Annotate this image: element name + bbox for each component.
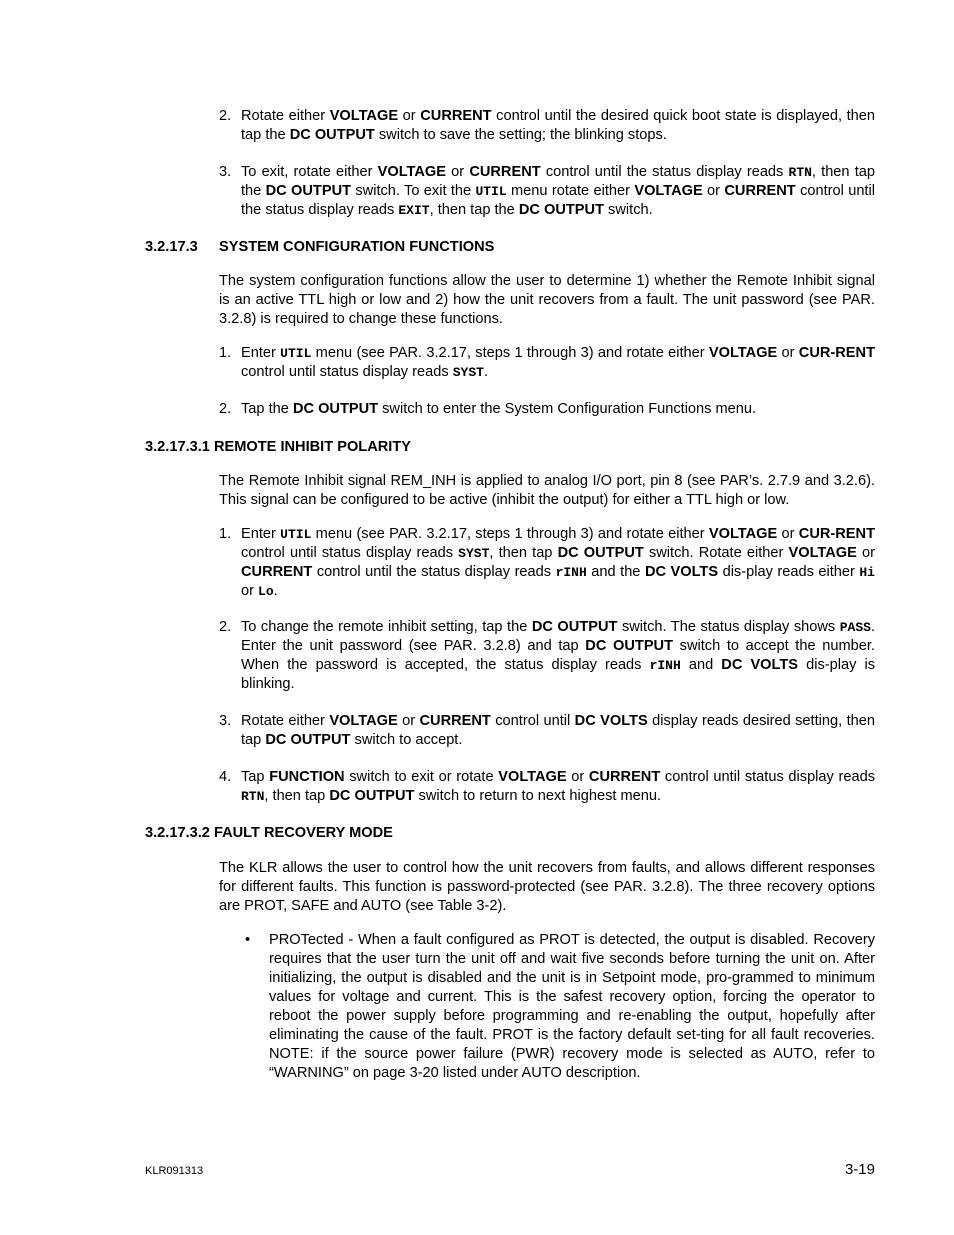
page-number: 3-19 (844, 1161, 875, 1178)
step-number: 4. (219, 769, 232, 785)
section-heading-fault-recovery: 3.2.17.3.2 FAULT RECOVERY MODE (145, 825, 393, 841)
step-number: 2. (219, 401, 232, 417)
remote-inhibit-step-3: Rotate either VOLTAGE or CURRENT control until DC VOLTS display reads desired setting, then tap DC OUTPUT switch to accept. (241, 713, 875, 748)
bullet-icon: • (245, 932, 251, 948)
system-config-intro: The system configuration functions allow the user to determine 1) whether the Remote Inhibit signal is an active TTL high or low and 2) how the unit recovers from a fault. The unit password (see PAR. 3.2.8) is required to change these functions. (219, 273, 875, 327)
step-number: 1. (219, 345, 232, 361)
system-config-step-1: Enter UTIL menu (see PAR. 3.2.17, steps 1 through 3) and rotate either VOLTAGE or CUR-RENT control until status display reads SYST. (241, 345, 875, 380)
step-number: 2. (219, 108, 232, 124)
step-number: 1. (219, 526, 232, 542)
system-config-step-2: Tap the DC OUTPUT switch to enter the System Configuration Functions menu. (241, 401, 757, 417)
step-number: 2. (219, 619, 232, 635)
quick-boot-step-2: Rotate either VOLTAGE or CURRENT control until the desired quick boot state is displayed, then tap the DC OUTPUT switch to save the setting; the blinking stops. (241, 108, 875, 143)
quick-boot-step-3: To exit, rotate either VOLTAGE or CURRENT control until the status display reads RTN, then tap the DC OUTPUT switch. To exit the UTIL menu rotate either VOLTAGE or CURRENT control until the status display reads EXIT, then tap the DC OUTPUT switch. (241, 164, 875, 218)
step-number: 3. (219, 713, 232, 729)
prot-description: PROTected - When a fault configured as PROT is detected, the output is disabled. Recovery requires that the user turn the unit off and wait five seconds before turning the unit on. After initializing, the output is disabled and the unit is in Setpoint mode, pro-grammed to minimum values for voltage and current. This is the safest recovery option, forcing the operator to reboot the power supply before programming and re-enabling the output, hopefully after eliminating the cause of the fault. PROT is the factory default set-ting for all fault recoveries. NOTE: if the source power failure (PWR) recovery mode is selected as AUTO, refer to “WARNING” on page 3-20 listed under AUTO description. (269, 932, 875, 1081)
document-code: KLR091313 (145, 1165, 204, 1177)
section-heading-remote-inhibit: 3.2.17.3.1 REMOTE INHIBIT POLARITY (145, 439, 411, 455)
remote-inhibit-step-1: Enter UTIL menu (see PAR. 3.2.17, steps 1 through 3) and rotate either VOLTAGE or CUR-RENT control until status display reads SYST, then tap DC OUTPUT switch. Rotate either VOLTAGE or CURRENT control until the status display reads rINH and the DC VOLTS dis-play reads either Hi or Lo. (241, 526, 875, 599)
section-heading-system-config: 3.2.17.3 SYSTEM CONFIGURATION FUNCTIONS (145, 239, 495, 255)
remote-inhibit-intro: The Remote Inhibit signal REM_INH is applied to analog I/O port, pin 8 (see PAR’s. 2.7.9 and 3.2.6). This signal can be configured to be active (inhibit the output) for either a TTL high or low. (219, 473, 875, 508)
remote-inhibit-step-2: To change the remote inhibit setting, tap the DC OUTPUT switch. The status display shows PASS. Enter the unit password (see PAR. 3.2.8) and tap DC OUTPUT switch to accept the number. When the password is accepted, the status display reads rINH and DC VOLTS dis-play is blinking. (241, 619, 876, 692)
fault-recovery-intro: The KLR allows the user to control how the unit recovers from faults, and allows different responses for different faults. This function is password-protected (see PAR. 3.2.8). The three recovery options are PROT, SAFE and AUTO (see Table 3-2). (219, 860, 875, 914)
step-number: 3. (219, 164, 232, 180)
remote-inhibit-step-4: Tap FUNCTION switch to exit or rotate VOLTAGE or CURRENT control until status display reads RTN, then tap DC OUTPUT switch to return to next highest menu. (241, 769, 875, 804)
